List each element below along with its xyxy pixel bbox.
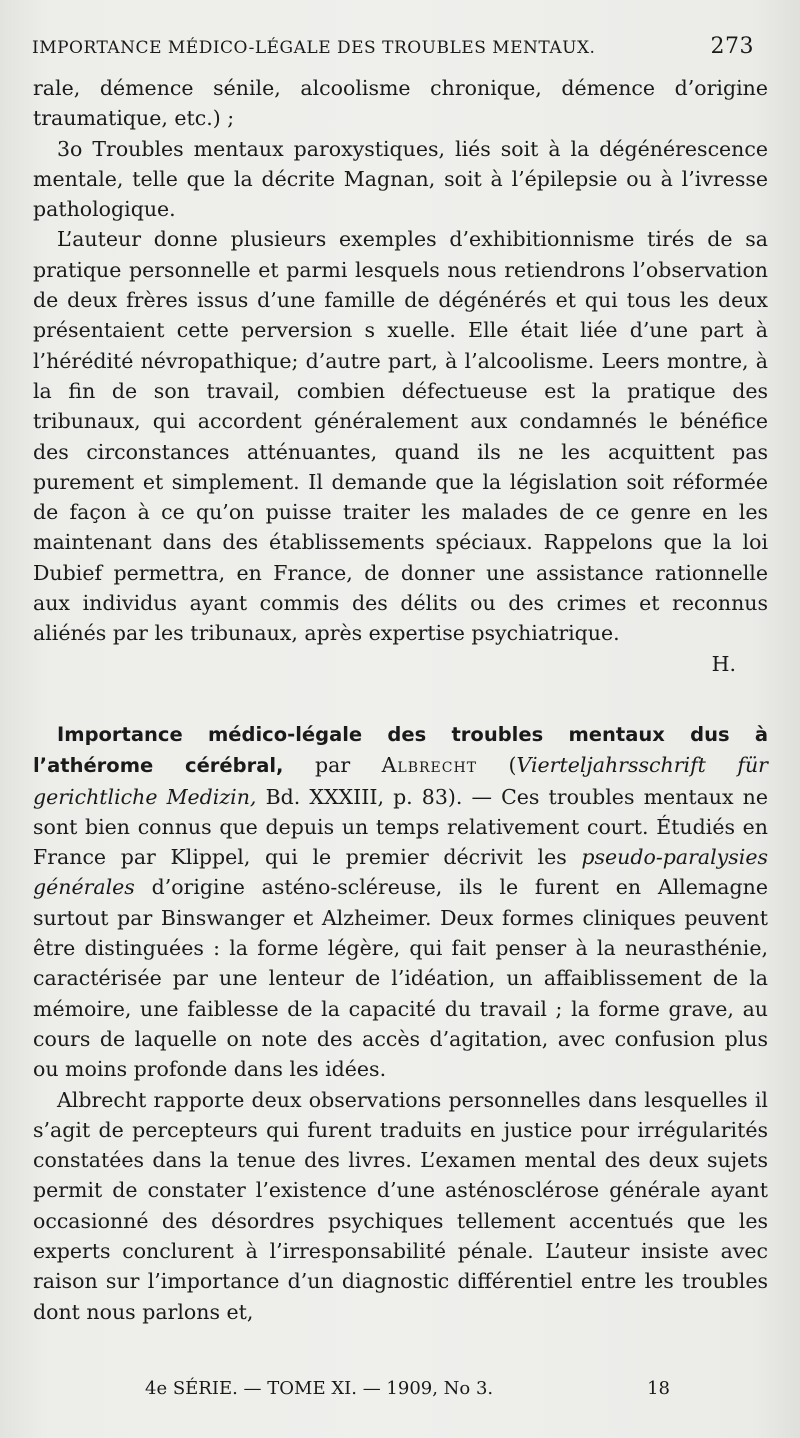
section-gap [33,679,768,719]
paragraph: L’auteur donne plusieurs exemples d’exhibitionnisme tirés de sa pratique personnelle et parmi lesquels nous retiendrons l’observation de deux frères issus d’une famille de dégénérés et qui tous les deux présentaient cette perversion s xuelle. Elle était liée d’une part à l’hérédité névropathique; d’autre part, à l’alcoolisme. Leers montre, à la fin de son travail, combien défectueuse est la pratique des tribunaux, qui accordent généralement aux condamnés le bénéfice des circonstances atténuantes, quand ils ne les acquittent pas purement et simplement. Il demande que la législation soit réformée de façon à ce qu’on puisse traiter les malades de ce genre en les maintenant dans des établissements spéciaux. Rappelons que la loi Dubief permettra, en France, de donner une assistance rationnelle aux individus ayant commis des délits ou des crimes et reconnus aliénés par les tribunaux, après expertise psychiatrique. [33,227,768,646]
review-entry: Importance médico-légale des troubles mentaux dus à l’athérome cérébral, par Albrecht (Vierteljahrsschrift für gerichtliche Medizin, Bd. XXXIII, p. 83). — Ces troubles mentaux ne sont bien connus que depuis un temps relativement court. Étudiés en France par Klippel, qui le premier décrivit les pseudo-paralysies générales d’origine asténo-scléreuse, ils le furent en Allemagne surtout par Binswanger et Alzheimer. Deux formes cliniques peuvent être distinguées : la forme légère, qui fait penser à la neurasthénie, caractérisée par une lenteur de l’idéation, un affaiblissement de la mémoire, une faiblesse de la capacité du travail ; la forme grave, au cours de laquelle on note des accès d’agitation, avec confusion plus ou moins profonde dans les idées. [33,722,768,1082]
series-info: 4e SÉRIE. — TOME XI. — 1909, No 3. [145,1378,494,1399]
running-title: IMPORTANCE MÉDICO-LÉGALE DES TROUBLES MENTAUX. [32,38,596,58]
review-title: Importance médico-légale des troubles mentaux dus à l’athérome cérébral, [33,722,768,778]
signature-mark: 18 [647,1378,670,1399]
page-number: 273 [710,34,754,59]
page-footer [145,1378,670,1399]
paragraph: rale, démence sénile, alcoolisme chronique, démence d’origine traumatique, etc.) ; [33,76,768,131]
body-text [33,73,768,1327]
par-word: par [314,753,351,778]
running-head [32,34,754,59]
signature: H. [711,651,736,676]
journal-title: Vierteljahrsschrift für gerichtliche Medizin, [33,753,768,809]
reference: Bd. XXXIII, p. 83). — Ces troubles mentaux ne sont bien connus que depuis un temps relativement court. Étudiés en France par Klippel, qui le premier décrivit les [33,784,768,870]
paragraph: 3o Troubles mentaux paroxystiques, liés soit à la dégénérescence mentale, telle que la décrite Magnan, soit à l’épilepsie ou à l’ivresse pathologique. [33,136,768,222]
italic-term: pseudo-paralysies générales [33,845,768,900]
review-text: d’origine asténo-scléreuse, ils le furent en Allemagne surtout par Binswanger et Alzheimer. Deux formes cliniques peuvent être distinguées : la forme légère, qui fait penser à la neurasthénie, caractérisée par une lenteur de l’idéation, un affaiblissement de la mémoire, une faiblesse de la capacité du travail ; la forme grave, au cours de laquelle on note des accès d’agitation, avec confusion plus ou moins profonde dans les idées. [33,875,768,1082]
paragraph: Albrecht rapporte deux observations personnelles dans lesquelles il s’agit de percepteurs qui furent traduits en justice pour irrégularités constatées dans la tenue des livres. L’examen mental des deux sujets permit de constater l’existence d’une asténosclérose générale ayant occasionné des désordres psychiques tellement accentués que les experts conclurent à l’irresponsabilité pénale. L’auteur insiste avec raison sur l’importance d’un diagnostic différentiel entre les troubles dont nous parlons et, [33,1087,768,1324]
review-author: Albrecht [381,753,478,778]
